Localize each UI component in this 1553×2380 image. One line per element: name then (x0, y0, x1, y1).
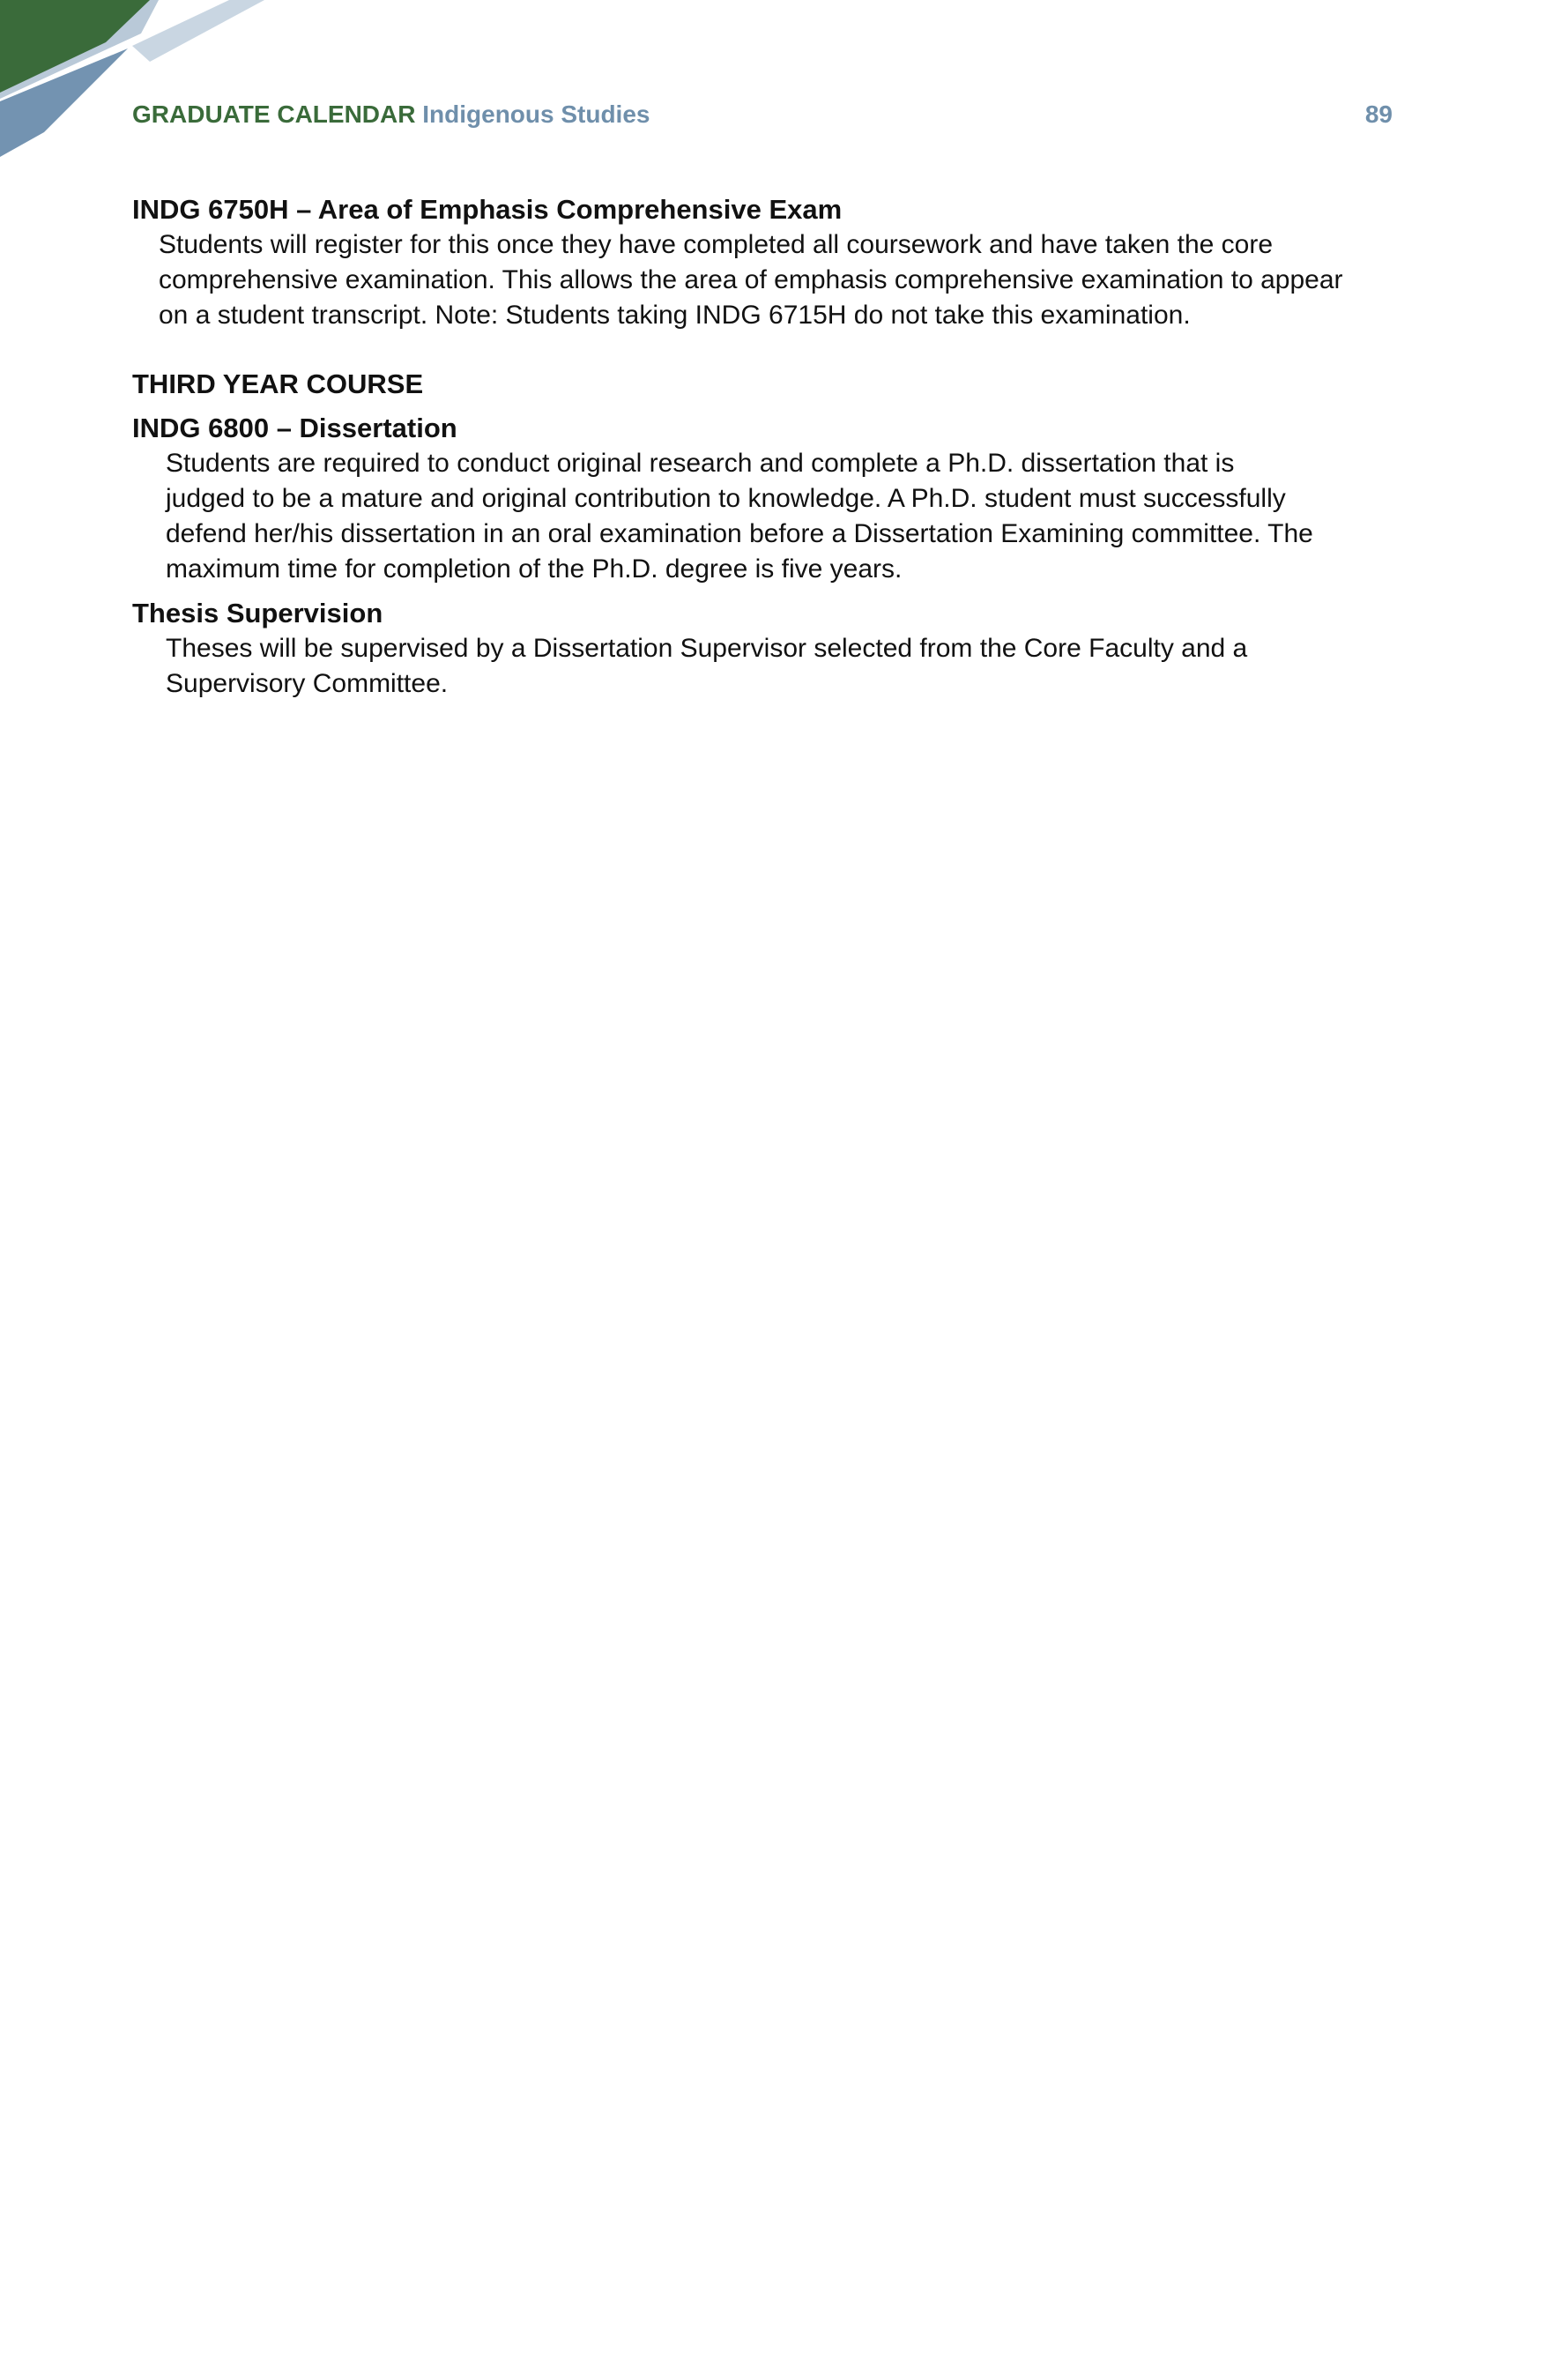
exam-course-title: INDG 6750H – Area of Emphasis Comprehensive Exam (132, 194, 843, 225)
dissertation-course-title: INDG 6800 – Dissertation (132, 413, 457, 443)
spacer (132, 333, 1428, 367)
calendar-title: GRADUATE CALENDAR (132, 100, 416, 128)
page-number: 89 (1364, 100, 1393, 128)
supervision-description-line: Supervisory Committee. (166, 669, 449, 698)
dissertation-description-line: judged to be a mature and original contribution to knowledge. A Ph.D. student must successfully (166, 484, 1286, 513)
exam-description-line: on a student transcript. Note: Students taking INDG 6715H do not take this examination. (159, 301, 1191, 330)
exam-description-line: comprehensive examination. This allows the area of emphasis comprehensive examination to appear (159, 265, 1343, 294)
dissertation-description-line: maximum time for completion of the Ph.D. degree is five years. (166, 554, 903, 584)
spacer (132, 587, 1428, 596)
section-title: Indigenous Studies (422, 100, 650, 128)
document-body (132, 192, 1428, 702)
exam-course-description (132, 227, 1428, 333)
dissertation-course-description (132, 446, 1428, 587)
spacer (132, 402, 1428, 411)
supervision-description (132, 631, 1428, 702)
supervision-description-line: Theses will be supervised by a Dissertation Supervisor selected from the Core Faculty and a (166, 634, 1248, 663)
third-year-heading: THIRD YEAR COURSE (132, 368, 424, 399)
page-header (132, 100, 1393, 136)
dissertation-description-line: Students are required to conduct original research and complete a Ph.D. dissertation that is (166, 449, 1235, 478)
supervision-title: Thesis Supervision (132, 598, 383, 628)
exam-description-line: Students will register for this once they have completed all coursework and have taken the core (159, 230, 1274, 259)
dissertation-description-line: defend her/his dissertation in an oral examination before a Dissertation Examining committee. The (166, 519, 1313, 548)
